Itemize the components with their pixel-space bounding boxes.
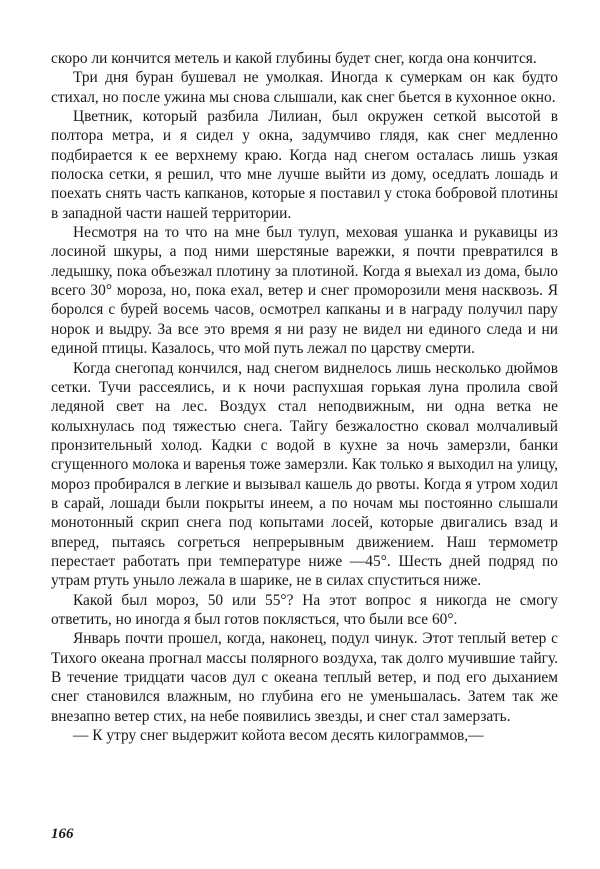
paragraph-7: Январь почти прошел, когда, наконец, подул чинук. Этот теплый ветер с Тихого океана прогнал массы полярного воздуха, так долго мучившие тайгу. В течение тридцати часов дул с океана теплый ветер, и под его дыханием снег становился влажным, но глубина его не уменьшалась. Затем так же внезапно ветер стих, на небе появились звезды, и снег стал замерзать.: [51, 630, 558, 725]
page-body: [51, 49, 558, 745]
book-text: [51, 49, 558, 745]
paragraph-4: Несмотря на то что на мне был тулуп, меховая ушанка и рукавицы из лосиной шкуры, а под ними шерстяные варежки, я почти превратился в ледышку, пока объезжал плотину за плотиной. Когда я выехал из дома, было всего 30° мороза, но, пока ехал, ветер и снег проморозили меня насквозь. Я боролся с бурей восемь часов, осмотрел капканы и в награду получил пару норок и выдру. За все это время я ни разу не видел ни единого следа и ни единой птицы. Казалось, что мой путь лежал по царству смерти.: [51, 224, 558, 358]
paragraph-8: — К утру снег выдержит койота весом десять килограммов,—: [73, 727, 484, 745]
paragraph-6: Какой был мороз, 50 или 55°? На этот вопрос я никогда не смогу ответить, но иногда я был готов поклясться, что были все 60°.: [51, 591, 558, 628]
paragraph-3: Цветник, который разбила Лилиан, был окружен сеткой высотой в полтора метра, и я сидел у окна, задумчиво глядя, как снег медленно подбирается к ее верхнему краю. Когда над снегом осталась лишь узкая полоска сетки, я решил, что мне лучше выйти из дому, оседлать лошадь и поехать снять часть капканов, которые я поставил у стока бобровой плотины в западной части нашей территории.: [51, 108, 558, 222]
paragraph-5: Когда снегопад кончился, над снегом виднелось лишь несколько дюймов сетки. Тучи рассеялись, и к ночи распухшая горькая луна пролила свой ледяной свет на лес. Воздух стал неподвижным, ни одна ветка не колыхнулась под тяжестью снега. Тайгу безжалостно сковал молчаливый пронзительный холод. Кадки с водой в кухне за ночь замерзли, банки сгущенного молока и варенья тоже замерзли. Как только я выходил на улицу, мороз пробирался в легкие и вызывал кашель до рвоты. Когда я утром ходил в сарай, лошади были покрыты инеем, а по ночам мы постоянно слышали монотонный скрип снега под копытами лосей, которые двигались взад и вперед, пытаясь согреться непрерывным движением. Наш термометр перестает работать при температуре ниже —45°. Шесть дней подряд по утрам ртуть уныло лежала в шарике, не в силах спуститься ниже.: [51, 359, 558, 590]
paragraph-1: скоро ли кончится метель и какой глубины будет снег, когда она кончится.: [51, 50, 537, 67]
paragraph-2: Три дня буран бушевал не умолкая. Иногда к сумеркам он как будто стихал, но после ужина мы снова слышали, как снег бьется в кухонное окно.: [51, 69, 558, 106]
page-number: 166: [51, 826, 74, 842]
